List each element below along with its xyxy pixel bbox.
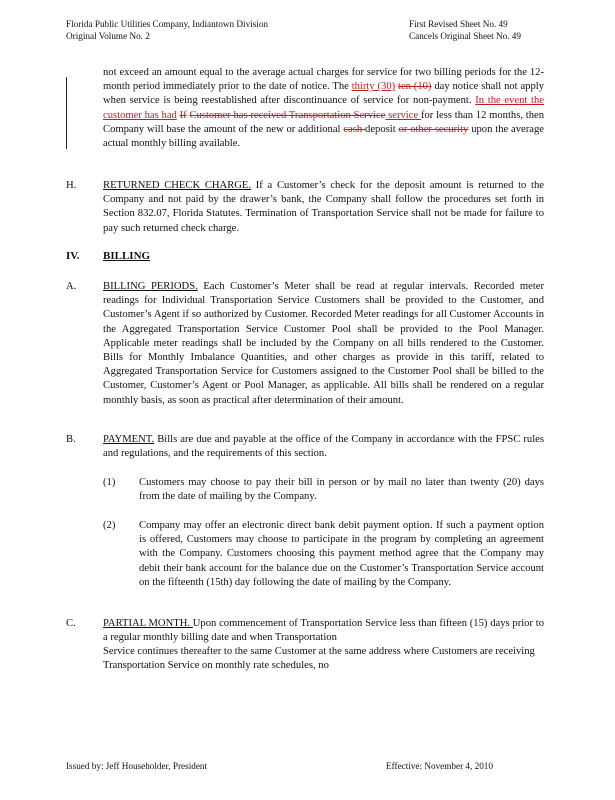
section-h-title: RETURNED CHECK CHARGE. [103,180,252,191]
section-b-letter: B. [66,434,76,445]
section-c-line1: Upon commencement of Transportation Service less than fifteen (15) days prior to a regular monthly billing date and when Transportation [103,618,545,644]
company-name: Florida Public Utilities Company, Indiantown Division [66,19,269,29]
deposit-continuation-paragraph [103,66,544,151]
section-c-title: PARTIAL MONTH. [103,618,193,629]
section-h-letter: H. [66,180,77,191]
section-b-paragraph [103,433,544,461]
section-iv-title [103,250,150,262]
revision-bar [66,77,67,149]
header-right [409,18,521,42]
item-2-number: (2) [103,520,116,531]
text-run: upon the average actual monthly billing available. [103,123,544,150]
deleted-text: ten (10) [398,81,432,93]
text-run: day notice shall not apply when service is being reestablished after discontinuance of service for non-payment. [103,81,544,107]
section-h-paragraph [103,179,544,236]
inserted-text: thirty (30) [351,81,396,93]
deleted-text: or other security [398,123,469,135]
deleted-text: If [179,109,187,121]
text-run: deposit [365,123,399,135]
section-a-letter: A. [66,281,77,292]
section-c-paragraph [103,617,544,645]
sheet-number: First Revised Sheet No. 49 [408,19,508,29]
section-b-title: PAYMENT. [103,434,155,445]
volume-number: Original Volume No. 2 [66,31,150,41]
section-b-text: Bills are due and payable at the office of the Company in accordance with the FPSC rules and regulations, and the requirements of this section. [103,434,544,460]
inserted-text: In the event the customer has had [103,95,544,121]
effective-date: Effective: November 4, 2010 [386,761,493,771]
item-2-text: Company may offer an electronic direct bank debit payment option. If such a payment option is offered, Customers may choose to participate in the program by completing an agreement with the Company. Customers choosing this payment method agree that the Company may debit their bank account for the balance due on the Customer’s Transportation Service account on the fifteenth (15th) day following the date of mailing by the Company. [139,520,544,588]
header-left [66,18,268,42]
section-a-text: Each Customer’s Meter shall be read at regular intervals. Recorded meter readings for Individual Transportation Service Customers shall be provided to the Customer, and Customer’s Agent if so authorized by Customer. Recorded Meter readings for all Customer Accounts in the Aggregated Transportation Service Customer Pool shall be provided to the Pool Manager. Applicable meter readings shall be included by the Company on all bills rendered to the Customer. Bills for Monthly Imbalance Quantities, and other charges as provide in this tariff, related to Aggregated Transportation Service for Customers assigned to the Customer Pool shall be billed to the Customer, Customer’s Agent or Pool Manager, as applicable. All bills shall be rendered on a regular monthly basis, as soon as practical after determination of their amount. [103,281,544,406]
inserted-text: service [385,109,421,121]
section-iv-number: IV. [66,250,80,262]
item-1-text: Customers may choose to pay their bill in person or by mail no later than twenty (20) days from the date of mailing by the Company. [139,477,544,503]
section-c-continuation: Service continues thereafter to the same Customer at the same address where Customers are receiving Transportation Service on monthly rate schedules, no [103,646,535,672]
section-a-title: BILLING PERIODS. [103,281,198,292]
item-1-number: (1) [103,477,116,488]
text-run: not exceed an amount equal to the average actual charges for service for two billing periods for the 12-month period immediately prior to the date of notice. The [103,67,544,93]
section-iv-title-text: BILLING [103,250,151,262]
section-a-paragraph [103,280,544,408]
section-c-letter: C. [66,618,76,629]
deleted-text: Customer has received Transportation Service [189,109,386,121]
deleted-text: cash [343,123,366,135]
issued-by: Issued by: Jeff Householder, President [66,761,208,771]
cancels-sheet: Cancels Original Sheet No. 49 [408,31,521,41]
text-run: for less than 12 months, then Company will base the amount of the new or additional [103,109,545,135]
section-h-text: If a Customer’s check for the deposit amount is returned to the Company and not paid by the drawer’s bank, the Company shall follow the procedures set forth in Section 832.07, Florida Statutes. Termination of Transportation Service shall not be made for failure to pay such returned check charge. [103,180,544,234]
